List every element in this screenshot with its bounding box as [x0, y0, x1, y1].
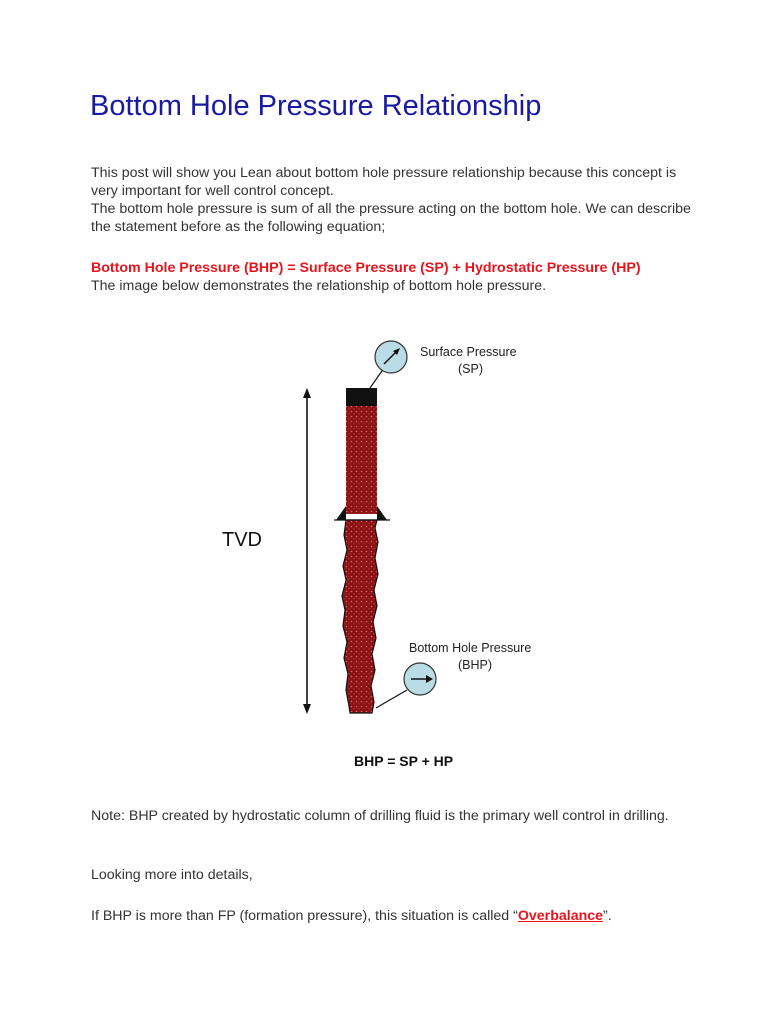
bottom-hole-pressure-abbr: (BHP): [458, 658, 493, 672]
image-caption: The image below demonstrates the relationship of bottom hole pressure.: [91, 278, 547, 294]
overbalance-prefix: If BHP is more than FP (formation pressure), this situation is called “: [91, 908, 518, 924]
surface-pressure-gauge-icon: [375, 341, 407, 373]
intro-line-2: The bottom hole pressure is sum of all the pressure acting on the bottom hole. We can describe the statement before as the following equation;: [91, 201, 691, 235]
bottom-hole-pressure-gauge-icon: [404, 663, 436, 695]
overbalance-suffix: ”.: [603, 908, 612, 924]
details-intro: Looking more into details,: [91, 867, 253, 883]
bhp-diagram-svg: [200, 330, 560, 780]
casing-shoe-right: [377, 506, 387, 520]
casing-shoe-left: [336, 506, 346, 520]
overbalance-paragraph: [91, 907, 691, 925]
page-title: Bottom Hole Pressure Relationship: [90, 90, 542, 122]
intro-paragraph: [91, 164, 691, 236]
bhp-diagram: [200, 330, 560, 780]
wellhead-cap: [346, 388, 377, 406]
surface-gauge-leader: [370, 368, 384, 388]
bhp-formula: BHP = SP + HP: [354, 753, 454, 769]
overbalance-link[interactable]: Overbalance: [517, 908, 604, 924]
note-paragraph: Note: BHP created by hydrostatic column of drilling fluid is the primary well control in drilling.: [91, 808, 669, 824]
intro-line-1: This post will show you Lean about bottom hole pressure relationship because this concept is very important for well control concept.: [91, 165, 677, 199]
bottom-gauge-leader: [376, 690, 407, 708]
open-hole-section: [342, 520, 378, 713]
tvd-arrow: [303, 388, 311, 714]
surface-pressure-label: Surface Pressure: [420, 345, 517, 359]
bhp-equation: Bottom Hole Pressure (BHP) = Surface Pressure (SP) + Hydrostatic Pressure (HP): [91, 260, 641, 276]
bottom-hole-pressure-label: Bottom Hole Pressure: [409, 641, 532, 655]
tvd-label: TVD: [222, 529, 262, 551]
equation-paragraph: [91, 259, 691, 295]
cased-section: [346, 406, 377, 514]
surface-pressure-abbr: (SP): [458, 362, 483, 376]
